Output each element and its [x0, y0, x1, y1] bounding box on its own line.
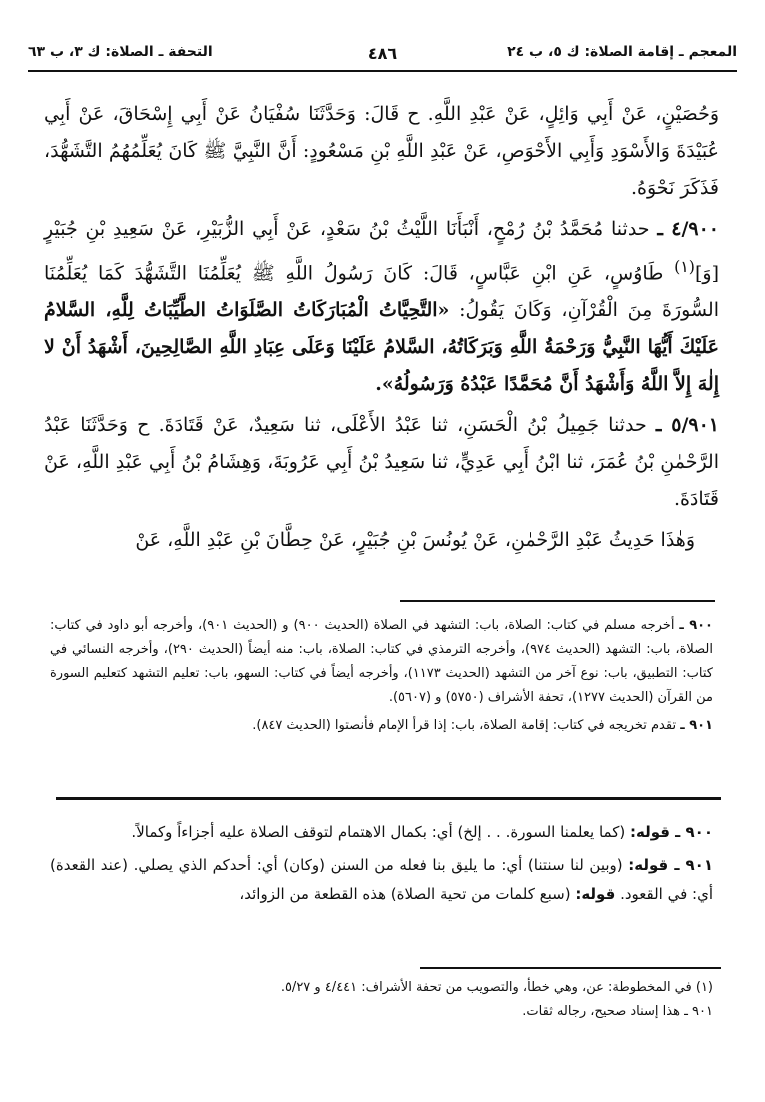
commentary-text: (وبين لنا سنتنا) أي: ما يليق بنا فعله من السنن (وكان) أي: أحدكم الذي يصلي. (عند القعدة) أي: في القعود.: [50, 856, 713, 903]
commentary-divider: [56, 797, 721, 800]
commentary-label: ٩٠٠ ـ قوله:: [630, 823, 713, 841]
footnote-901: ٩٠١ ـ هذا إسناد صحيح، رجاله ثقات.: [522, 1004, 713, 1019]
hadith-900: [44, 211, 719, 403]
hadith-quote: «التَّحِيَّاتُ الْمُبَارَكَاتُ الصَّلَوَاتُ الطَّيِّبَاتُ لِلَّهِ، السَّلامُ عَلَيْكَ أَيُّهَا النَّبِيُّ وَرَحْمَةُ اللَّهِ وَبَرَكَاتُهُ، السَّلامُ عَلَيْنَا وَعَلَى عِبَادِ اللَّهِ الصَّالِحِينَ، أَشْهَدُ أَنْ لا إِلٰهَ إِلاَّ اللَّهُ وَأَشْهَدُ أَنَّ مُحَمَّدًا عَبْدُهُ وَرَسُولُهُ».: [44, 299, 719, 396]
hadith-matn: طَاوُسٍ، عَنِ ابْنِ عَبَّاسٍ، قَالَ: كَانَ رَسُولُ اللَّهِ ﷺ يُعَلِّمُنَا التَّشَهُّدَ كَمَا يُعَلِّمُنَا السُّورَةَ مِنَ الْقُرْآنِ، وَكَانَ يَقُولُ:: [44, 262, 719, 322]
header-chapter-ref: المعجم ـ إقامة الصلاة: ك ٥، ب ٢٤: [507, 44, 737, 60]
hadith-continuation: وَهٰذَا حَدِيثُ عَبْدِ الرَّحْمٰنِ، عَنْ يُونُسَ بْنِ جُبَيْرٍ، عَنْ حِطَّانَ بْنِ عَبْدِ اللَّهِ، عَنْ: [135, 529, 695, 552]
commentary-901: [50, 851, 713, 909]
commentary-text: (سبع كلمات من تحية الصلاة) هذه القطعة من الزوائد،: [239, 885, 576, 903]
page-header: [28, 44, 737, 66]
hadith-isnad: حدثنا مُحَمَّدُ بْنُ رُمْحٍ، أَنْبَأَنَا اللَّيْثُ بْنُ سَعْدٍ، عَنْ أَبِي الزُّبَيْرِ، عَنْ سَعِيدِ بْنِ جُبَيْرٍ [وَ]: [44, 218, 719, 285]
hadith-continuation: وَحُصَيْنٍ، عَنْ أَبِي وَائِلٍ، عَنْ عَبْدِ اللَّهِ. ح قَالَ: وَحَدَّثَنَا سُفْيَانُ عَنْ أَبِي إِسْحَاقَ، عَنْ أَبِي عُبَيْدَةَ وَالأَسْوَدِ وَأَبِي الأَحْوَصِ، عَنْ عَبْدِ اللَّهِ بْنِ مَسْعُودٍ: أَنَّ النَّبِيَّ ﷺ كَانَ يُعَلِّمُهُمُ التَّشَهُّدَ، فَذَكَرَ نَحْوَهُ.: [44, 103, 719, 199]
footnote-1: (١) في المخطوطة: عن، وهي خطأ، والتصويب من تحفة الأشراف: ٤/٤٤١ و ٥/٢٧.: [280, 980, 713, 995]
hadith-901: [44, 407, 719, 518]
note-901: [50, 714, 713, 738]
hadith-text: [44, 96, 719, 563]
footnote-divider: [420, 967, 721, 969]
hadith-number: ٥/٩٠١ ـ: [655, 414, 719, 437]
note-text: أخرجه مسلم في كتاب: الصلاة، باب: التشهد في الصلاة (الحديث ٩٠٠) و (الحديث ٩٠١)، وأخرجه أبو داود في كتاب: الصلاة، باب: التشهد (الحديث ٩٧٤)، وأخرجه الترمذي في كتاب: الصلاة، باب: منه أيضاً (الحديث ٢٩٠)، وأخرجه النسائي في كتاب: التطبيق، باب: نوع آخر من التشهد (الحديث ١١٧٣)، وأخرجه أيضاً في كتاب: السهو، باب: تعليم التشهد كتعليم السورة من القرآن (الحديث ١٢٧٧)، تحفة الأشراف (٥٧٥٠) و (٥٦٠٧).: [50, 618, 714, 705]
takhrij-notes: [50, 614, 713, 738]
commentary-text: (كما يعلمنا السورة. . . إلخ) أي: بكمال الاهتمام لتوقف الصلاة عليه أجزاءاً وكمالاً.: [131, 823, 630, 841]
note-text: تقدم تخريجه في كتاب: إقامة الصلاة، باب: إذا قرأ الإمام فأنصتوا (الحديث ٨٤٧).: [252, 718, 681, 733]
notes-divider: [400, 600, 715, 602]
note-number: ٩٠١ ـ: [680, 718, 713, 733]
header-tuhfa-ref: التحفة ـ الصلاة: ك ٣، ب ٦٣: [28, 44, 213, 60]
note-900: [50, 614, 713, 710]
hadith-isnad: حدثنا جَمِيلُ بْنُ الْحَسَنِ، ثنا عَبْدُ الأَعْلَى، ثنا سَعِيدٌ، عَنْ قَتَادَةَ. ح وَحَدَّثَنَا عَبْدُ الرَّحْمٰنِ بْنُ عُمَرَ، ثنا ابْنُ أَبِي عَدِيٍّ، ثنا سَعِيدُ بْنُ أَبِي عَرُوبَةَ، وَهِشَامُ بْنُ أَبِي عَبْدِ اللَّهِ، عَنْ قَتَادَةَ.: [44, 414, 719, 511]
commentary-notes: [50, 818, 713, 909]
commentary-label: ٩٠١ ـ قوله:: [628, 856, 713, 874]
note-number: ٩٠٠ ـ: [679, 618, 713, 633]
page-number: ٤٨٦: [367, 44, 398, 63]
header-divider: [28, 70, 737, 72]
footnote-marker: (١): [674, 257, 695, 276]
commentary-900: [50, 818, 713, 847]
hadith-number: ٤/٩٠٠ ـ: [657, 218, 719, 240]
footnotes: [50, 976, 713, 1024]
commentary-keyword: قوله:: [575, 885, 616, 903]
